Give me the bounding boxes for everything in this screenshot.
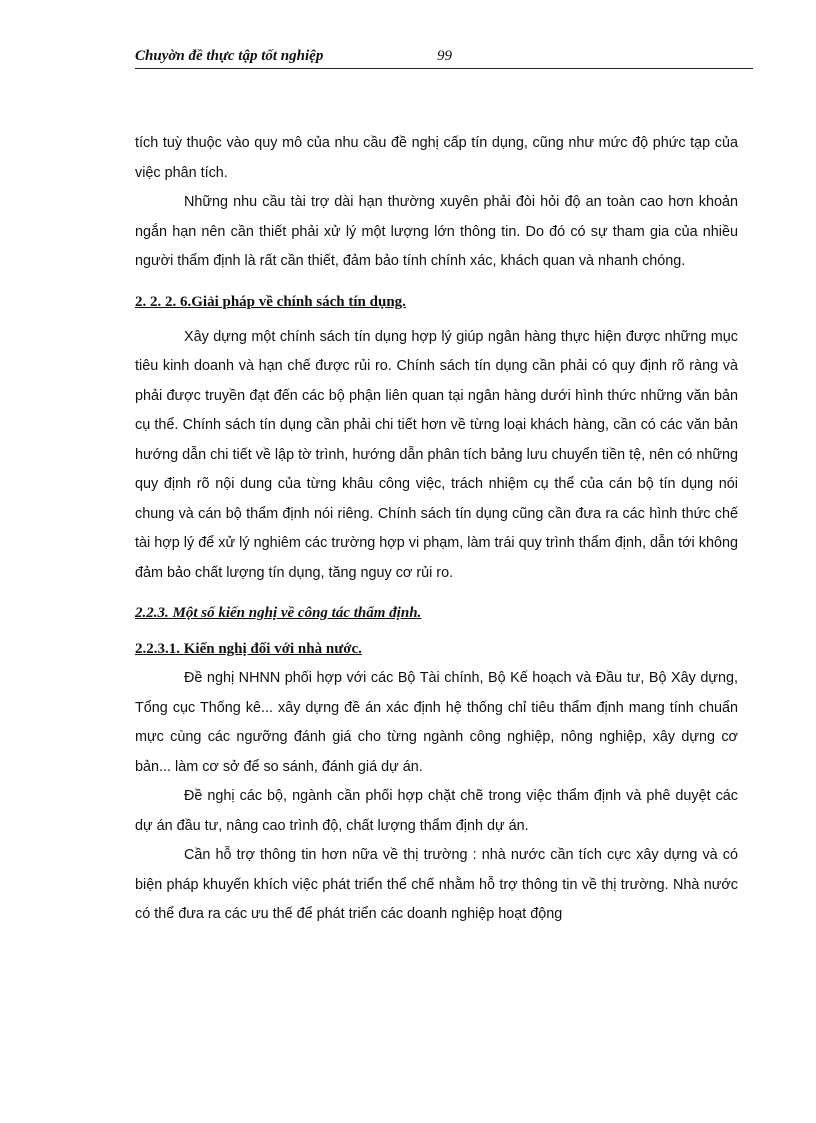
- paragraph-intro-continued: tích tuỳ thuộc vào quy mô của nhu cầu đề nghị cấp tín dụng, cũng như mức độ phức tạp của việc phân tích.: [135, 135, 738, 181]
- header-title: Chuyờn đề thực tập tốt nghiệp: [135, 48, 324, 64]
- section-heading-223: 2.2.3. Một số kiến nghị về công tác thẩm định.: [135, 605, 422, 621]
- paragraph-market-information: Cần hỗ trợ thông tin hơn nữa về thị trường : nhà nước cần tích cực xây dựng và có biện pháp khuyến khích việc phát triển thể chế nhằm hỗ trợ thông tin về thị trường. Nhà nước có thể đưa ra các ưu thế để phát triển các doanh nghiệp hoạt động: [135, 847, 738, 922]
- page-header: [135, 46, 753, 69]
- paragraph-ministries-proposal: Đề nghị các bộ, ngành cần phối hợp chặt chẽ trong việc thẩm định và phê duyệt các dự án đầu tư, nâng cao trình độ, chất lượng thẩm định dự án.: [135, 788, 738, 834]
- section-heading-2226: 2. 2. 2. 6.Giải pháp về chính sách tín dụng.: [135, 293, 406, 310]
- paragraph-credit-policy: Xây dựng một chính sách tín dụng hợp lý giúp ngân hàng thực hiện được những mục tiêu kinh doanh và hạn chế được rủi ro. Chính sách tín dụng cần phải có quy định rõ ràng và phải được truyền đạt đến các bộ phận liên quan tại ngân hàng dưới hình thức những văn bản cụ thể. Chính sách tín dụng cần phải chi tiết hơn về từng loại khách hàng, cần có các văn bản hướng dẫn chi tiết về lập tờ trình, hướng dẫn phân tích bảng lưu chuyển tiền tệ, nên có những quy định rõ nội dung của từng khâu công việc, trách nhiệm cụ thể của cán bộ tín dụng nói chung và cán bộ thẩm định nói riêng. Chính sách tín dụng cũng cần đưa ra các hình thức chế tài hợp lý để xử lý nghiêm các trường hợp vi phạm, làm trái quy trình thẩm định, dẫn tới không đảm bảo chất lượng tín dụng, tăng nguy cơ rủi ro.: [135, 328, 738, 581]
- paragraph-long-term-financing: Những nhu cầu tài trợ dài hạn thường xuyên phải đòi hỏi độ an toàn cao hơn khoản ngắn hạn nên cần thiết phải xử lý một lượng lớn thông tin. Do đó có sự tham gia của nhiều người thẩm định là rất cần thiết, đảm bảo tính chính xác, khách quan và nhanh chóng.: [135, 194, 738, 269]
- paragraph-nhnn-proposal: Đề nghị NHNN phối hợp với các Bộ Tài chính, Bộ Kế hoạch và Đầu tư, Bộ Xây dựng, Tổng cục Thống kê... xây dựng đề án xác định hệ thống chỉ tiêu thẩm định mang tính chuẩn mực cùng các ngưỡng đánh giá cho từng ngành công nghiệp, nông nghiệp, xây dựng cơ bản... làm cơ sở để so sánh, đánh giá dự án.: [135, 670, 738, 775]
- page-number: 99: [437, 48, 452, 64]
- document-body: [135, 129, 738, 930]
- section-heading-2231: 2.2.3.1. Kiến nghị đối với nhà nước.: [135, 641, 362, 657]
